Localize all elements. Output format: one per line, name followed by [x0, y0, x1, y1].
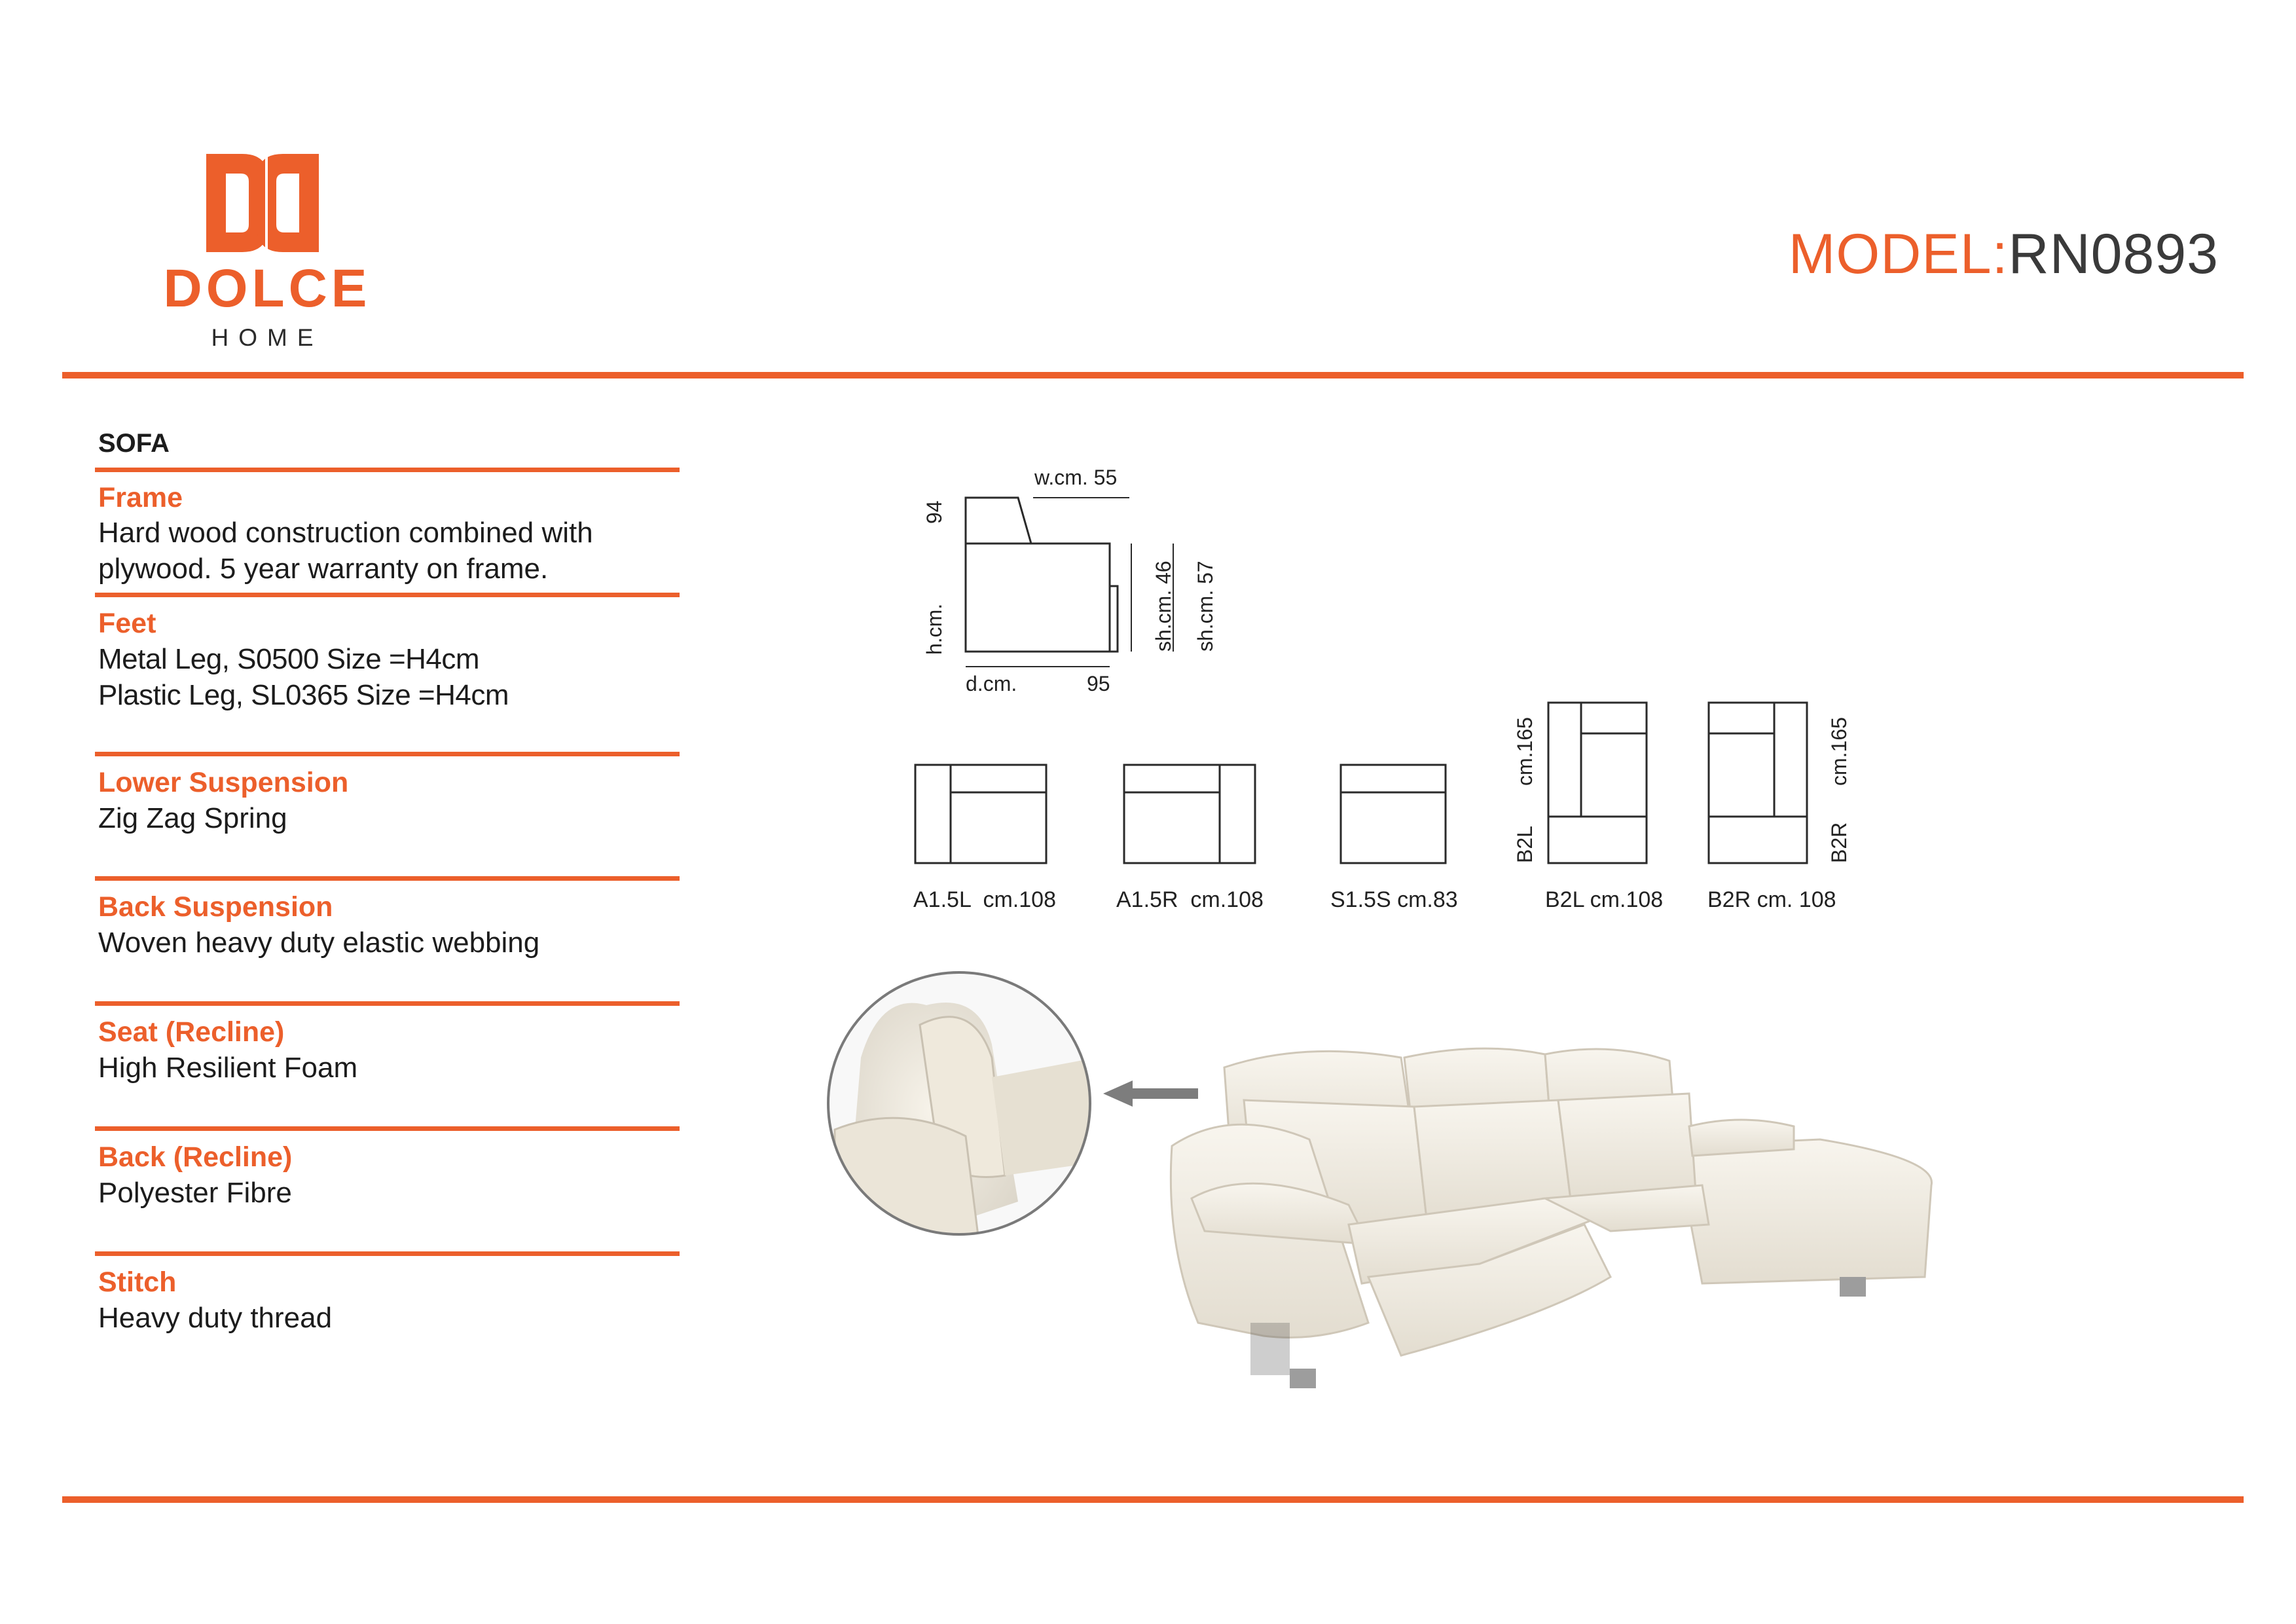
spec-title-lower-suspension: Lower Suspension: [98, 767, 349, 798]
spec-line: High Resilient Foam: [98, 1052, 358, 1084]
spec-divider: [95, 1001, 680, 1006]
module-label: S1.5S cm.83: [1330, 887, 1458, 912]
spec-title-seat: Seat (Recline): [98, 1016, 285, 1048]
module-side-b2r: B2R: [1827, 822, 1851, 863]
spec-divider: [95, 593, 680, 597]
spec-divider: [95, 468, 680, 472]
brand-name: DOLCE: [163, 259, 371, 318]
spec-title-frame: Frame: [98, 482, 183, 513]
module-side-b2l: B2L: [1513, 826, 1537, 863]
spec-body-feet: [98, 641, 509, 713]
brand-subtitle: HOME: [211, 324, 323, 351]
modules-diagram: [903, 694, 1886, 923]
spec-line: Zig Zag Spring: [98, 802, 287, 834]
spec-heading: SOFA: [98, 429, 170, 458]
spec-line: Plastic Leg, SL0365 Size =H4cm: [98, 679, 509, 711]
top-divider: [62, 372, 2244, 378]
module-length-b2l: cm.165: [1513, 717, 1537, 786]
spec-line: Hard wood construction combined with: [98, 517, 593, 549]
sofa-product-image: [1152, 1028, 1938, 1414]
seat-height-2: sh.cm. 57: [1194, 561, 1217, 652]
model-heading: [1788, 223, 2219, 286]
model-label: MODEL:: [1788, 223, 2009, 286]
model-number: RN0893: [2008, 223, 2219, 286]
width-label: w.cm. 55: [1034, 466, 1118, 489]
depth-value: 95: [1087, 672, 1110, 695]
bottom-divider: [62, 1496, 2244, 1503]
profile-dimension-drawing: [903, 458, 1257, 707]
spec-title-back-suspension: Back Suspension: [98, 891, 333, 923]
depth-label: d.cm.: [966, 672, 1017, 695]
spec-line: Heavy duty thread: [98, 1302, 333, 1334]
headrest-detail-image: [822, 966, 1097, 1241]
height-label: h.cm.: [922, 603, 946, 655]
module-label: A1.5L cm.108: [913, 887, 1056, 912]
spec-line: Metal Leg, S0500 Size =H4cm: [98, 643, 480, 675]
spec-title-stitch: Stitch: [98, 1266, 177, 1298]
spec-body-lower-suspension: [98, 800, 287, 836]
seat-height-1: sh.cm. 46: [1152, 561, 1175, 652]
spec-title-feet: Feet: [98, 608, 156, 639]
spec-title-back: Back (Recline): [98, 1141, 293, 1173]
spec-divider: [95, 752, 680, 756]
module-label: B2R cm. 108: [1707, 887, 1836, 912]
spec-line: Woven heavy duty elastic webbing: [98, 927, 540, 959]
spec-divider: [95, 1126, 680, 1131]
spec-body-stitch: [98, 1300, 332, 1336]
spec-line: plywood. 5 year warranty on frame.: [98, 553, 549, 585]
spec-body-back-suspension: [98, 925, 539, 961]
spec-line: Polyester Fibre: [98, 1177, 292, 1209]
spec-divider: [95, 1251, 680, 1256]
module-label: A1.5R cm.108: [1116, 887, 1264, 912]
spec-body-frame: [98, 515, 593, 587]
spec-body-seat: [98, 1050, 357, 1086]
spec-divider: [95, 876, 680, 881]
spec-body-back: [98, 1175, 292, 1211]
module-length-b2r: cm.165: [1827, 717, 1851, 786]
height-value: 94: [922, 500, 946, 524]
module-label: B2L cm.108: [1545, 887, 1664, 912]
